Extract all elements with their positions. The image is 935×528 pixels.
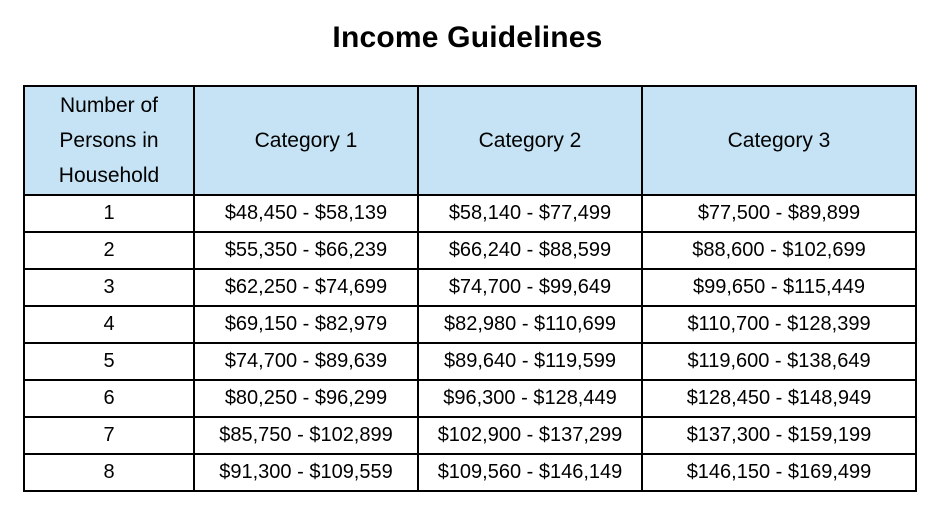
table-row — [24, 454, 916, 491]
category-1-cell: $85,750 - $102,899 — [194, 417, 418, 454]
table-row — [24, 306, 916, 343]
category-2-cell: $96,300 - $128,449 — [418, 380, 642, 417]
income-guidelines-table — [23, 85, 917, 492]
persons-cell: 4 — [24, 306, 194, 343]
category-1-cell: $62,250 - $74,699 — [194, 269, 418, 306]
category-1-cell: $91,300 - $109,559 — [194, 454, 418, 491]
category-2-cell: $66,240 - $88,599 — [418, 232, 642, 269]
persons-cell: 2 — [24, 232, 194, 269]
table-row — [24, 380, 916, 417]
category-3-cell: $119,600 - $138,649 — [642, 343, 916, 380]
category-1-cell: $74,700 - $89,639 — [194, 343, 418, 380]
table-header-row — [24, 86, 916, 195]
category-3-cell: $88,600 - $102,699 — [642, 232, 916, 269]
category-1-cell: $55,350 - $66,239 — [194, 232, 418, 269]
persons-cell: 7 — [24, 417, 194, 454]
persons-cell: 8 — [24, 454, 194, 491]
category-2-cell: $102,900 - $137,299 — [418, 417, 642, 454]
page-title: Income Guidelines — [332, 21, 603, 54]
table-row — [24, 195, 916, 232]
category-1-cell: $48,450 - $58,139 — [194, 195, 418, 232]
table-row — [24, 417, 916, 454]
header-line: Number of — [59, 94, 159, 117]
persons-cell: 3 — [24, 269, 194, 306]
persons-cell: 6 — [24, 380, 194, 417]
category-3-cell: $99,650 - $115,449 — [642, 269, 916, 306]
category-3-cell: $110,700 - $128,399 — [642, 306, 916, 343]
header-category-1: Category 1 — [194, 86, 418, 195]
table-row — [24, 343, 916, 380]
category-3-cell: $77,500 - $89,899 — [642, 195, 916, 232]
category-2-cell: $74,700 - $99,649 — [418, 269, 642, 306]
category-3-cell: $146,150 - $169,499 — [642, 454, 916, 491]
table-row — [24, 232, 916, 269]
persons-cell: 5 — [24, 343, 194, 380]
header-line: Persons in — [59, 129, 159, 152]
category-1-cell: $69,150 - $82,979 — [194, 306, 418, 343]
header-category-2: Category 2 — [418, 86, 642, 195]
persons-cell: 1 — [24, 195, 194, 232]
category-2-cell: $89,640 - $119,599 — [418, 343, 642, 380]
table-row — [24, 269, 916, 306]
category-3-cell: $128,450 - $148,949 — [642, 380, 916, 417]
header-category-3: Category 3 — [642, 86, 916, 195]
category-1-cell: $80,250 - $96,299 — [194, 380, 418, 417]
header-line: Household — [58, 164, 160, 187]
header-persons-in-household — [24, 86, 194, 195]
category-3-cell: $137,300 - $159,199 — [642, 417, 916, 454]
category-2-cell: $109,560 - $146,149 — [418, 454, 642, 491]
category-2-cell: $82,980 - $110,699 — [418, 306, 642, 343]
category-2-cell: $58,140 - $77,499 — [418, 195, 642, 232]
